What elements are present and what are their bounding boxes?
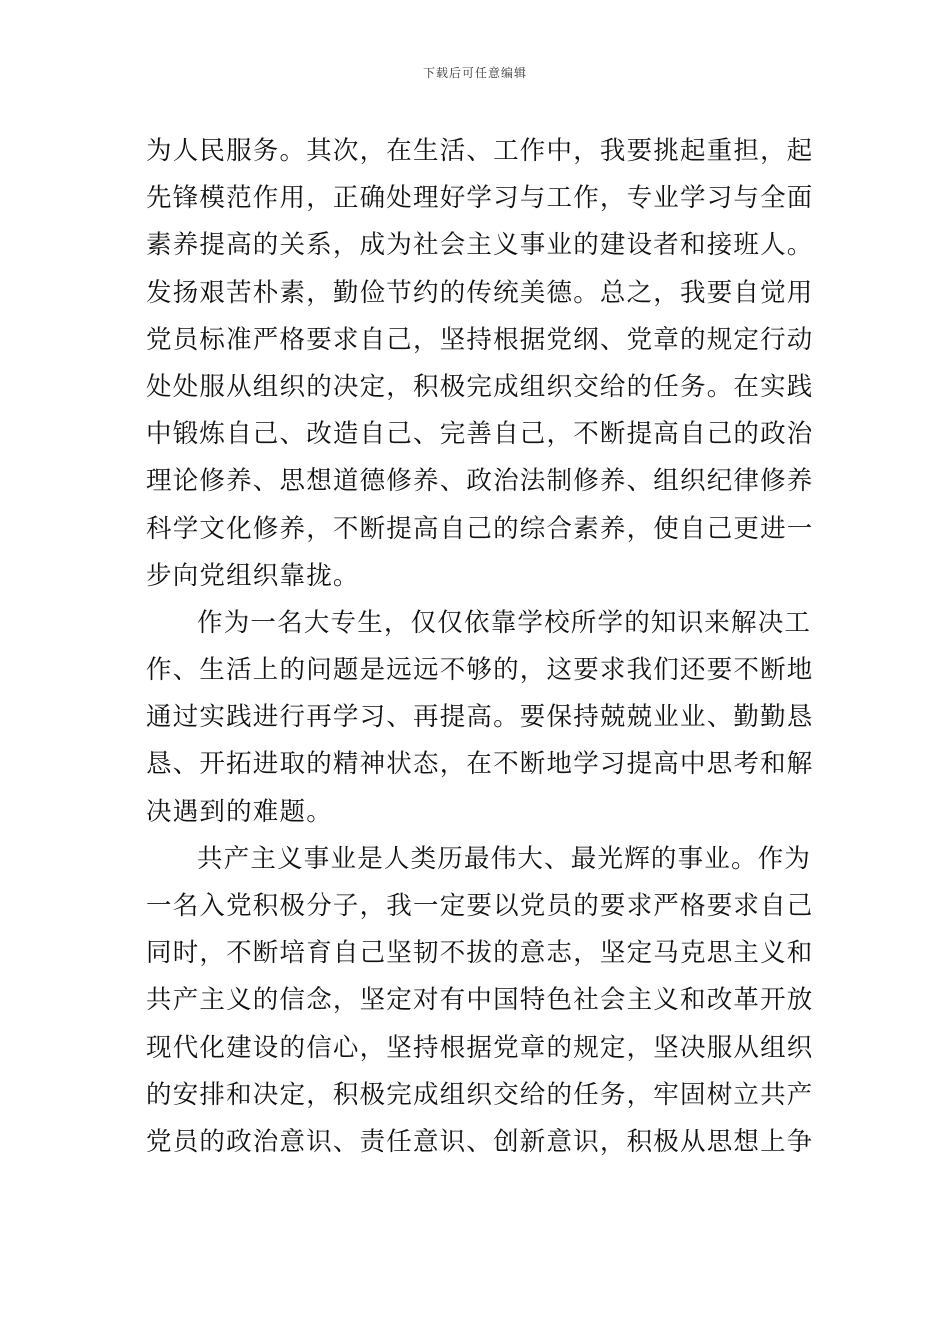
text-line: 的安排和决定，积极完成组织交给的任务，牢固树立共产 (146, 1079, 814, 1110)
paragraph-1 (146, 128, 814, 600)
text-line: 科学文化修养，不断提高自己的综合素养，使自己更进一 (146, 513, 814, 544)
document-body (146, 128, 814, 1166)
paragraph-2 (146, 600, 814, 836)
text-line: 作、生活上的问题是远远不够的，这要求我们还要不断地 (146, 655, 814, 686)
text-line: 处处服从组织的决定，积极完成组织交给的任务。在实践 (146, 371, 814, 402)
text-line: 为人民服务。其次，在生活、工作中，我要挑起重担，起 (146, 136, 814, 166)
text-line: 素养提高的关系，成为社会主义事业的建设者和接班人。 (146, 230, 814, 261)
text-line: 一名入党积极分子，我一定要以党员的要求严格要求自己 (146, 891, 814, 921)
text-line: 中锻炼自己、改造自己、完善自己，不断提高自己的政治 (146, 419, 814, 450)
text-line: 步向党组织靠拢。 (146, 560, 360, 591)
text-line: 理论修养、思想道德修养、政治法制修养、组织纪律修养 (146, 466, 814, 497)
text-line: 共产主义的信念，坚定对有中国特色社会主义和改革开放 (146, 985, 814, 1016)
text-line: 决遇到的难题。 (146, 796, 333, 827)
text-line: 先锋模范作用，正确处理好学习与工作，专业学习与全面 (146, 183, 814, 214)
paragraph-3 (146, 836, 814, 1166)
text-line: 共产主义事业是人类历最伟大、最光辉的事业。作为 (197, 843, 812, 874)
text-line: 党员的政治意识、责任意识、创新意识，积极从思想上争 (146, 1126, 814, 1157)
page-header: 下载后可任意编辑 (422, 66, 527, 80)
text-line: 现代化建设的信心，坚持根据党章的规定，坚决服从组织 (146, 1032, 814, 1063)
text-line: 通过实践进行再学习、再提高。要保持兢兢业业、勤勤恳 (146, 702, 814, 733)
text-line: 党员标准严格要求自己，坚持根据党纲、党章的规定行动 (146, 324, 814, 355)
text-line: 作为一名大专生，仅仅依靠学校所学的知识来解决工 (197, 607, 812, 638)
text-line: 同时，不断培育自己坚韧不拔的意志，坚定马克思主义和 (146, 938, 814, 969)
text-line: 恳、开拓进取的精神状态，在不断地学习提高中思考和解 (146, 749, 814, 780)
text-line: 发扬艰苦朴素，勤俭节约的传统美德。总之，我要自觉用 (146, 277, 814, 308)
